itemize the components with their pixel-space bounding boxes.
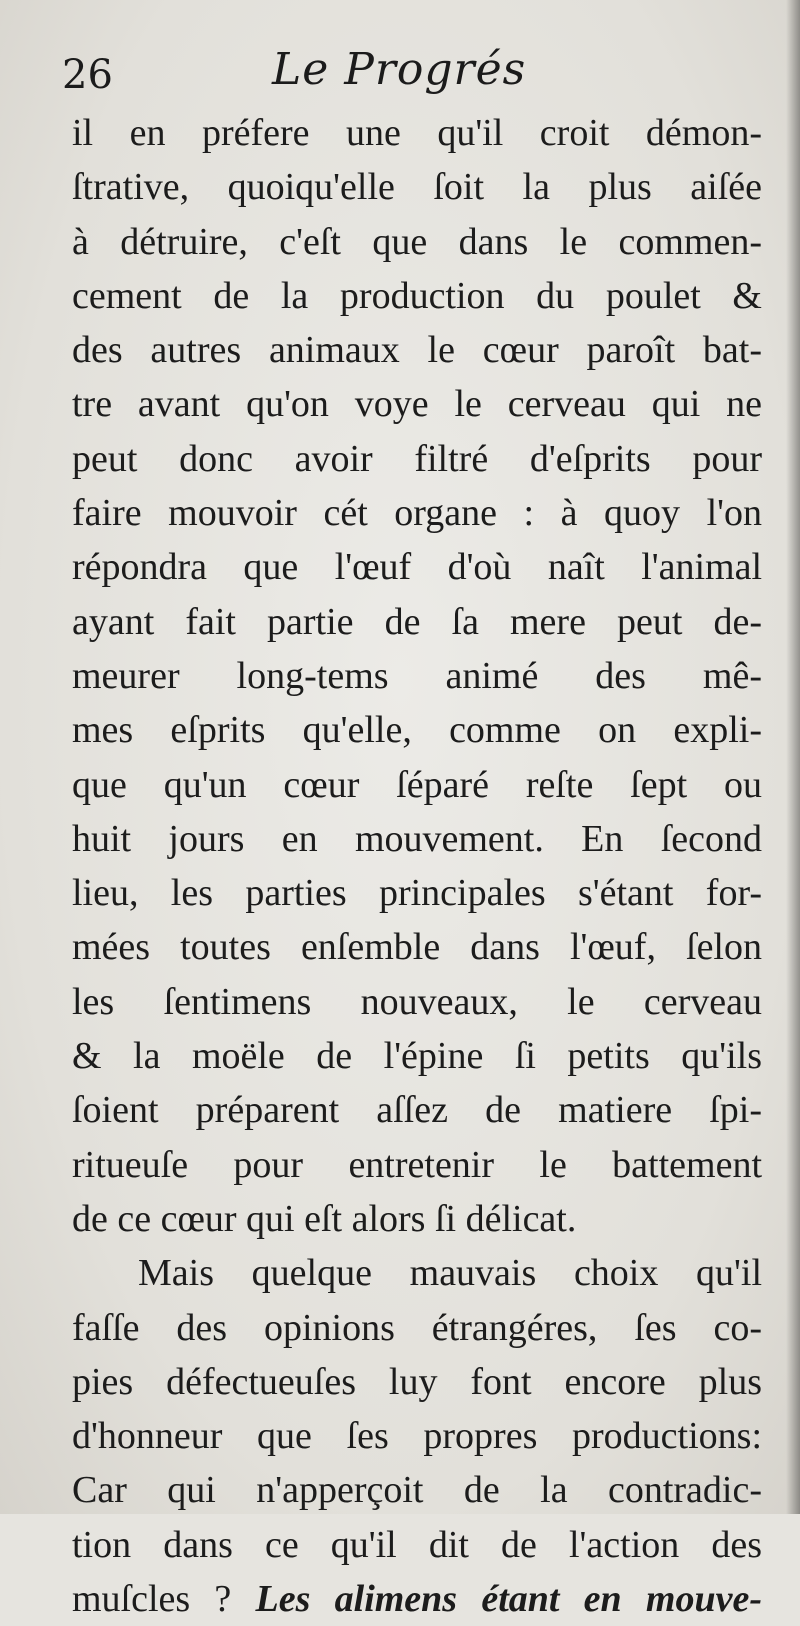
- text-line-paragraph-start: Mais quelque mauvais choix qu'il: [138, 1252, 762, 1295]
- text-line: à détruire, c'eſt que dans le commen-: [72, 220, 762, 263]
- text-line: mées toutes enſemble dans l'œuf, ſelon: [72, 926, 762, 969]
- text-line: pies défectueuſes luy font encore plus: [72, 1360, 762, 1403]
- text-line: meurer long-tems animé des mê-: [72, 654, 762, 697]
- page-number: 26: [62, 52, 113, 98]
- text-line: les ſentimens nouveaux, le cerveau: [72, 980, 762, 1023]
- final-line-italic: Les alimens étant en mouve-: [255, 1578, 762, 1621]
- text-line: ſoient préparent aſſez de matiere ſpi-: [72, 1089, 762, 1132]
- text-line: cement de la production du poulet &: [72, 274, 762, 317]
- text-line: Car qui n'apperçoit de la contradic-: [72, 1469, 762, 1512]
- text-line: tre avant qu'on voye le cerveau qui ne: [72, 383, 762, 426]
- text-line: que qu'un cœur ſéparé reſte ſept ou: [72, 763, 762, 806]
- text-line: ayant fait partie de ſa mere peut de-: [72, 600, 762, 643]
- running-title: Le Progrés: [272, 44, 527, 95]
- text-line-paragraph-end: de ce cœur qui eſt alors ſi délicat.: [72, 1197, 577, 1240]
- text-line: répondra que l'œuf d'où naît l'animal: [72, 546, 762, 589]
- text-line: tion dans ce qu'il dit de l'action des: [72, 1523, 762, 1566]
- page-header: [62, 44, 762, 104]
- body-text: [72, 106, 762, 1626]
- text-line: peut donc avoir filtré d'eſprits pour: [72, 437, 762, 480]
- text-line: il en préfere une qu'il croit démon-: [72, 112, 762, 154]
- text-line: faſſe des opinions étrangéres, ſes co-: [72, 1306, 762, 1349]
- page-edge-shadow: [786, 0, 800, 1514]
- text-line: lieu, les parties principales s'étant for-: [72, 872, 762, 915]
- text-line: faire mouvoir cét organe : à quoy l'on: [72, 492, 762, 535]
- final-line-roman: muſcles ?: [72, 1578, 256, 1621]
- text-line-final: [72, 1572, 762, 1626]
- text-line: mes eſprits qu'elle, comme on expli-: [72, 709, 762, 752]
- text-line: ſtrative, quoiqu'elle ſoit la plus aiſée: [72, 166, 762, 209]
- text-line: des autres animaux le cœur paroît bat-: [72, 329, 762, 372]
- text-line: & la moële de l'épine ſi petits qu'ils: [72, 1035, 762, 1078]
- text-line: huit jours en mouvement. En ſecond: [72, 817, 762, 860]
- text-line: ritueuſe pour entretenir le battement: [72, 1143, 762, 1186]
- text-line: d'honneur que ſes propres productions:: [72, 1415, 762, 1458]
